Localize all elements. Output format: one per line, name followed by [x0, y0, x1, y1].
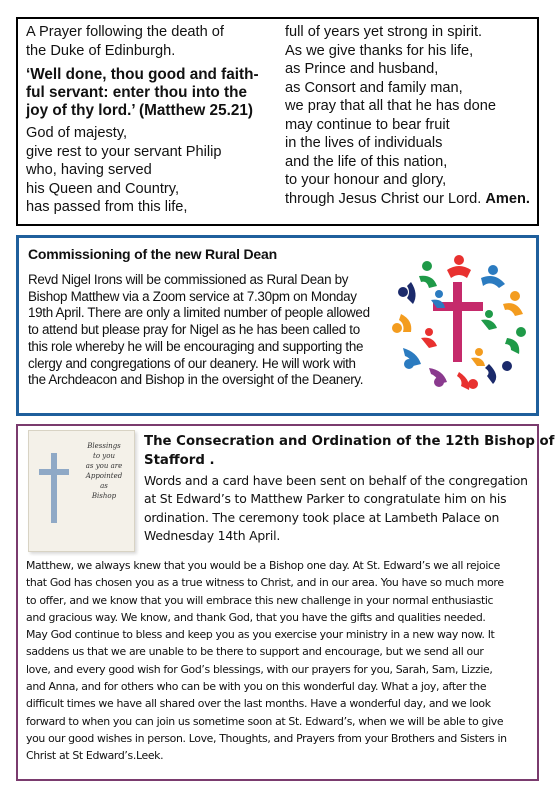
- prayer-line: in the lives of individuals: [285, 135, 443, 151]
- rural-dean-line: 19th April. There are only a limited number of people allowed: [28, 305, 370, 321]
- prayer-line: who, having served: [26, 162, 152, 178]
- letter-line: you our good wishes in person. Love, Thoughts, and Prayers from your Brothers and Sisters in: [26, 731, 507, 745]
- card-line: as: [100, 482, 108, 490]
- verse-line: joy of thy lord.’ (Matthew 25.21): [26, 102, 253, 119]
- prayer-line: give rest to your servant Philip: [26, 143, 222, 160]
- letter-line: May God continue to bless and keep you as you exercise your ministry in a new way now. It: [26, 628, 495, 642]
- prayer-line: full of years yet strong in spirit.: [285, 24, 483, 40]
- prayer-title-line: A Prayer following the death of: [26, 24, 224, 40]
- bible-verse: [26, 66, 291, 120]
- letter-line: and gracious way. We know, and thank God, that you have the gifts and qualities needed.: [26, 610, 486, 624]
- intro-line: ordination. The ceremony took place at Lambeth Palace on: [144, 509, 500, 525]
- card-line: to you: [93, 452, 115, 460]
- letter-line: love, and every good wish for God’s blessings, with our prayers for you, Sarah, Sam, Lizzie,: [26, 662, 493, 676]
- letter-line: that God has chosen you as a true witness to Christ, and in our area. You have so much more: [26, 576, 504, 590]
- prayer-last-text: through Jesus Christ our Lord.: [285, 190, 482, 207]
- card-line: as you are: [85, 462, 123, 470]
- consecration-title-line: The Consecration and Ordination of the 12th Bishop of: [144, 434, 555, 449]
- prayer-text-left: [26, 124, 291, 217]
- rural-dean-box: [16, 235, 539, 416]
- prayer-right-column: [285, 23, 535, 208]
- prayer-line: his Queen and Country,: [26, 180, 180, 197]
- card-text: [73, 441, 135, 501]
- consecration-intro: [144, 472, 539, 545]
- prayer-last-line: [285, 190, 535, 209]
- letter-line: to offer, and we know that you will embrace this new challenge in your normal enthusiastic: [26, 593, 494, 607]
- rural-dean-text: [28, 272, 393, 389]
- verse-line: ful servant: enter thou into the: [26, 84, 247, 101]
- verse-line: ‘Well done, thou good and faith-: [26, 66, 259, 83]
- logo-cross-vertical: [453, 282, 462, 362]
- letter-line: Christ at St Edward’s.Leek.: [26, 749, 164, 763]
- prayer-title: [26, 23, 291, 60]
- cross-icon: [39, 453, 69, 523]
- card-line: Blessings: [87, 442, 121, 450]
- card-line: Bishop: [91, 492, 117, 500]
- intro-line: at St Edward’s to Matthew Parker to congratulate him on his: [144, 491, 507, 507]
- prayer-box: [16, 17, 539, 226]
- prayer-line: as Consort and family man,: [285, 79, 463, 96]
- blessings-card-image: [28, 430, 135, 552]
- prayer-line: to your honour and glory,: [285, 172, 447, 188]
- prayer-left-column: [26, 23, 291, 217]
- consecration-box: [16, 424, 555, 781]
- rural-dean-line: this role whereby he will be encouraging and supporting the: [28, 338, 364, 354]
- prayer-line: As we give thanks for his life,: [285, 42, 474, 59]
- rural-dean-line: clergy and congregations of our deanery. He will work with: [28, 355, 356, 371]
- intro-line: Wednesday 14th April.: [144, 527, 281, 543]
- consecration-title-line: Stafford .: [144, 453, 215, 468]
- letter-line: difficult times we have all shared over the last months. Have a wonderful day, and we look: [26, 697, 491, 711]
- prayer-line: as Prince and husband,: [285, 61, 439, 77]
- intro-line: Words and a card have been sent on behalf of the congregation: [144, 473, 528, 488]
- prayer-line: we pray that all that he has done: [285, 98, 496, 114]
- deanery-logo-icon: [389, 252, 529, 392]
- consecration-title: [144, 432, 555, 470]
- rural-dean-line: to attend but please pray for Nigel as he has been called to: [28, 322, 360, 338]
- letter-line: forward to when you can join us sometime soon at St. Edward’s, when we will be able to give: [26, 714, 504, 728]
- card-line: Appointed: [85, 472, 123, 480]
- prayer-line: has passed from this life,: [26, 199, 188, 215]
- prayer-line: may continue to bear fruit: [285, 116, 450, 133]
- rural-dean-title: Commissioning of the new Rural Dean: [28, 246, 277, 262]
- prayer-title-line: the Duke of Edinburgh.: [26, 42, 176, 59]
- congratulation-letter: [26, 557, 536, 765]
- rural-dean-line: the Archdeacon and Bishop in the oversight of the Deanery.: [28, 372, 364, 388]
- letter-line: saddens us that we are unable to be there to support and encourage, but we send all our: [26, 645, 484, 659]
- letter-line: and Anna, and for others who can be with you on this wonderful day. What a joy, after the: [26, 680, 487, 694]
- amen-text: Amen.: [485, 190, 530, 207]
- rural-dean-line: Revd Nigel Irons will be commissioned as Rural Dean by: [28, 272, 349, 287]
- prayer-line: God of majesty,: [26, 125, 128, 141]
- letter-line: Matthew, we always knew that you would be a Bishop one day. At St. Edward’s we all rejoice: [26, 559, 500, 572]
- prayer-line: and the life of this nation,: [285, 153, 448, 170]
- rural-dean-line: Bishop Matthew via a Zoom service at 7.30pm on Monday: [28, 288, 357, 304]
